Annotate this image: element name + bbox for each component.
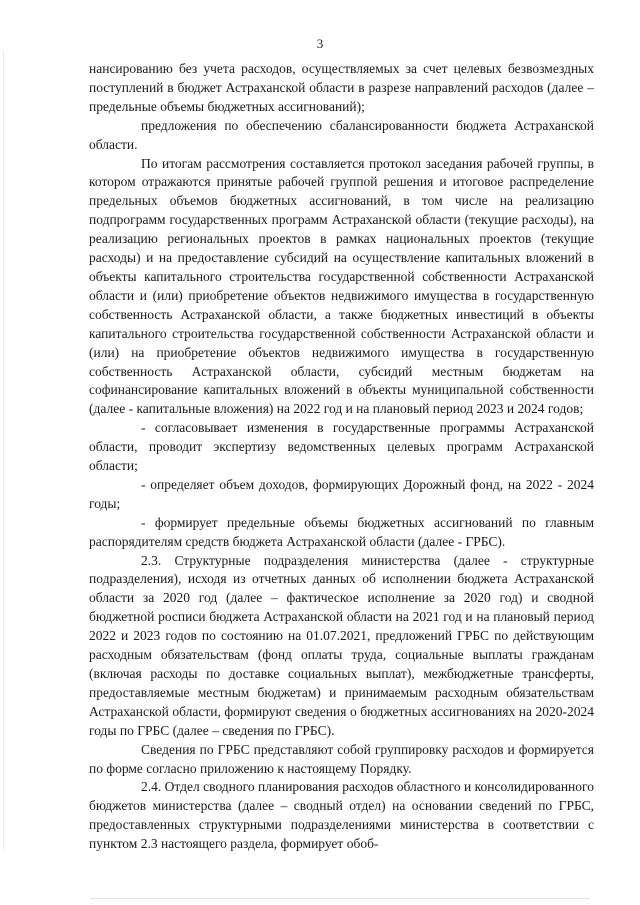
paragraph: - формирует предельные объемы бюджетных ассигнований по главным распорядителям средств бюджета Астраханской области (далее - ГРБС). xyxy=(89,514,594,549)
paragraph: - согласовывает изменения в государственные программы Астраханской области, проводит экспертизу ведомственных целевых программ Астраханской области; xyxy=(89,420,594,474)
paragraph: предложения по обеспечению сбалансированности бюджета Астраханской области. xyxy=(89,117,594,152)
page-number: 3 xyxy=(316,36,324,51)
paragraph: нансированию без учета расходов, осуществляемых за счет целевых безвозмездных поступлений в бюджет Астраханской области в разрезе направлений расходов (далее – предельные объемы бюджетных ассигнований); xyxy=(89,61,594,114)
document-body xyxy=(89,60,594,854)
paragraph: По итогам рассмотрения составляется протокол заседания рабочей группы, в котором отражаются принятые рабочей группой решения и итоговое распределение предельных объемов бюджетных ассигнований, в том числе на реализацию подпрограмм государственных программ Астраханской области (текущие расходы), на реализацию региональных проектов в рамках национальных проектов (текущие расходы) и на предоставление субсидий на осуществление капитальных вложений в объекты капитального строительства государственной собственности Астраханской области и (или) приобретение объектов недвижимого имущества в государственную собственность Астраханской области, а также бюджетных инвестиций в объекты капитального строительства государственной собственности Астраханской области и (или) на приобретение объектов недвижимого имущества в государственную собственность Астраханской области, субсидий местным бюджетам на софинансирование капитальных вложений в объекты муниципальной собственности (далее - капитальные вложения) на 2022 год и на плановый период 2023 и 2024 годов; xyxy=(89,155,594,417)
paragraph: - определяет объем доходов, формирующих Дорожный фонд, на 2022 - 2024 годы; xyxy=(89,476,594,511)
paragraph: Сведения по ГРБС представляют собой группировку расходов и формируется по форме согласно приложению к настоящему Порядку. xyxy=(89,741,594,776)
scan-edge-bottom xyxy=(90,898,590,899)
scan-edge-left xyxy=(3,50,4,850)
paragraph: 2.3. Структурные подразделения министерства (далее - структурные подразделения), исходя из отчетных данных об исполнении бюджета Астраханской области за 2020 год (далее – фактическое исполнение за 2020 год) и сводной бюджетной росписи бюджета Астраханской области на 2021 год и на плановый период 2022 и 2023 годов по состоянию на 01.07.2021, предложений ГРБС по действующим расходным обязательствам (фонд оплаты труда, социальные выплаты гражданам (включая расходы по доставке социальных выплат), межбюджетные трансферты, предоставляемые местным бюджетам) и принимаемым расходным обязательствам Астраханской области, формируют сведения о бюджетных ассигнованиях на 2020-2024 годы по ГРБС (далее – сведения по ГРБС). xyxy=(89,552,594,738)
paragraph: 2.4. Отдел сводного планирования расходов областного и консолидированного бюджетов министерства (далее – сводный отдел) на основании сведений по ГРБС, предоставленных структурными подразделениями министерства в соответствии с пунктом 2.3 настоящего раздела, формирует обоб- xyxy=(89,779,594,852)
